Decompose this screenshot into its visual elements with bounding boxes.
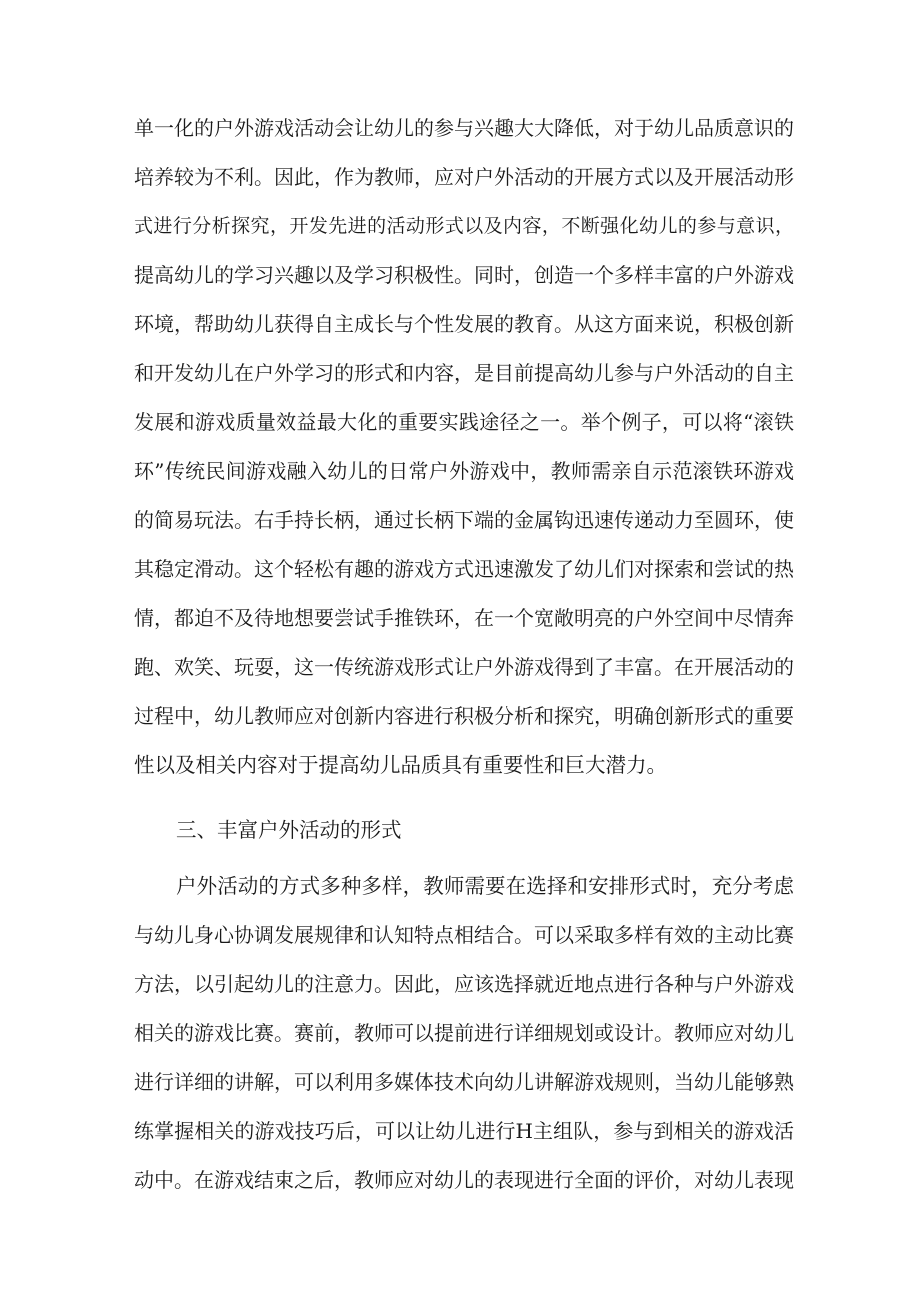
paragraph-1-line-14: 性以及相关内容对于提高幼儿品质具有重要性和巨大潜力。 [134,753,667,777]
paragraph-2-line-5: 进行详细的讲解，可以利用多媒体技术向幼儿讲解游戏规则，当幼儿能够熟 [134,1070,794,1094]
paragraph-2-line-7: 动中。在游戏结束之后，教师应对幼儿的表现进行全面的评价，对幼儿表现 [134,1168,794,1192]
paragraph-2-line-1: 户外活动的方式多种多样，教师需要在选择和安排形式时，充分考虑 [176,874,794,898]
paragraph-1-line-11: 情，都迫不及待地想要尝试手推铁环，在一个宽敞明亮的户外空间中尽情奔 [134,606,794,630]
paragraph-2-line-4: 相关的游戏比赛。赛前，教师可以提前进行详细规划或设计。教师应对幼儿 [134,1021,794,1045]
section-heading: 三、丰富户外活动的形式 [176,818,402,842]
paragraph-2-line-2: 与幼儿身心协调发展规律和认知特点相结合。可以采取多样有效的主动比赛 [134,923,794,947]
paragraph-2-line-3: 方法，以引起幼儿的注意力。因此，应该选择就近地点进行各种与户外游戏 [134,972,794,996]
paragraph-1-line-1: 单一化的户外游戏活动会让幼儿的参与兴趣大大降低，对于幼儿品质意识的 [134,116,794,140]
paragraph-1-line-6: 和开发幼儿在户外学习的形式和内容，是目前提高幼儿参与户外活动的自主 [134,361,794,385]
paragraph-1-line-4: 提高幼儿的学习兴趣以及学习积极性。同时，创造一个多样丰富的户外游戏 [134,263,794,287]
paragraph-1-line-5: 环境，帮助幼儿获得自主成长与个性发展的教育。从这方面来说，积极创新 [134,312,794,336]
paragraph-1-line-7: 发展和游戏质量效益最大化的重要实践途径之一。举个例子，可以将“滚铁 [134,410,794,434]
paragraph-1-line-2: 培养较为不利。因此，作为教师，应对户外活动的开展方式以及开展活动形 [134,165,794,189]
paragraph-1-line-3: 式进行分析探究，开发先进的活动形式以及内容，不断强化幼儿的参与意识， [134,215,794,237]
paragraph-1-line-13: 过程中，幼儿教师应对创新内容进行积极分析和探究，明确创新形式的重要 [134,704,794,728]
paragraph-1-line-9: 的简易玩法。右手持长柄，通过长柄下端的金属钩迅速传递动力至圆环，使 [134,508,794,532]
paragraph-1-line-10: 其稳定滑动。这个轻松有趣的游戏方式迅速激发了幼儿们对探索和尝试的热 [134,557,794,581]
paragraph-1-line-8: 环”传统民间游戏融入幼儿的日常户外游戏中，教师需亲自示范滚铁环游戏 [134,459,794,483]
paragraph-1-line-12: 跑、欢笑、玩耍，这一传统游戏形式让户外游戏得到了丰富。在开展活动的 [134,655,794,679]
paragraph-2-line-6: 练掌握相关的游戏技巧后，可以让幼儿进行H主组队，参与到相关的游戏活 [134,1119,794,1143]
